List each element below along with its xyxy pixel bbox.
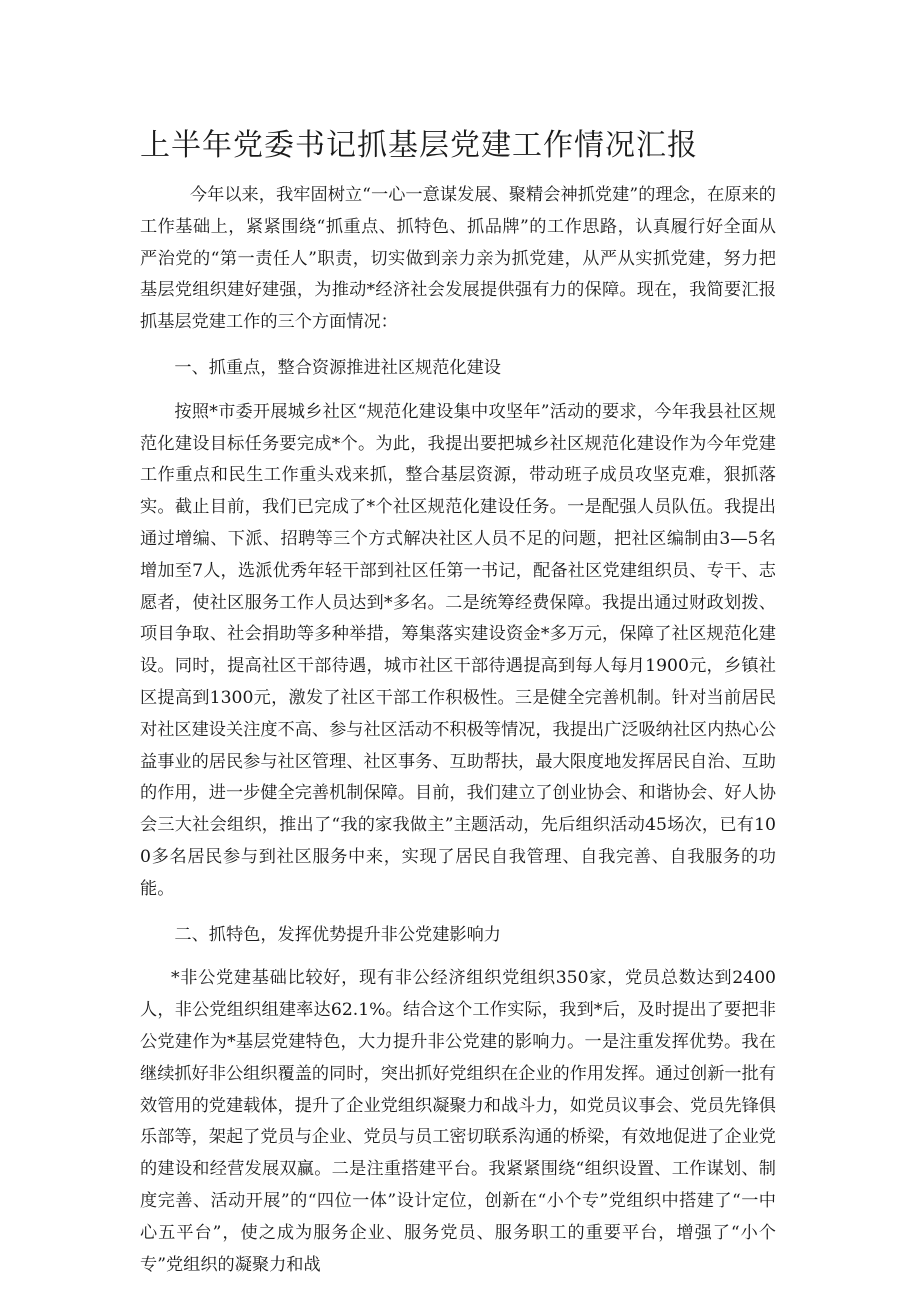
intro-paragraph: 今年以来，我牢固树立“一心一意谋发展、聚精会神抓党建”的理念，在原来的工作基础上，紧紧围绕“抓重点、抓特色、抓品牌”的工作思路，认真履行好全面从严治党的“第一责任人”职责，切实做到亲力亲为抓党建，从严从实抓党建，努力把基层党组织建好建强，为推动*经济社会发展提供强有力的保障。现在，我简要汇报抓基层党建工作的三个方面情况：	[140, 185, 776, 333]
section1-paragraph: 按照*市委开展城乡社区“规范化建设集中攻坚年”活动的要求，今年我县社区规范化建设目标任务要完成*个。为此，我提出要把城乡社区规范化建设作为今年党建工作重点和民生工作重头戏来抓，整合基层资源，带动班子成员攻坚克难，狠抓落实。截止目前，我们已完成了*个社区规范化建设任务。一是配强人员队伍。我提出通过增编、下派、招聘等三个方式解决社区人员不足的问题，把社区编制由3—5名增加至7人，选派优秀年轻干部到社区任第一书记，配备社区党建组织员、专干、志愿者，使社区服务工作人员达到*多名。二是统筹经费保障。我提出通过财政划拨、项目争取、社会捐助等多种举措，筹集落实建设资金*多万元，保障了社区规范化建设。同时，提高社区干部待遇，城市社区干部待遇提高到每人每月1900元，乡镇社区提高到1300元，激发了社区干部工作积极性。三是健全完善机制。针对当前居民对社区建设关注度不高、参与社区活动不积极等情况，我提出广泛吸纳社区内热心公益事业的居民参与社区管理、社区事务、互助帮扶，最大限度地发挥居民自治、互助的作用，进一步健全完善机制保障。目前，我们建立了创业协会、和谐协会、好人协会三大社会组织，推出了“我的家我做主”主题活动，先后组织活动45场次，已有100多名居民参与到社区服务中来，实现了居民自我管理、自我完善、自我服务的功能。	[140, 401, 776, 899]
document-title: 上半年党委书记抓基层党建工作情况汇报	[140, 128, 698, 163]
section2-paragraph: *非公党建基础比较好，现有非公经济组织党组织350家，党员总数达到2400人，非公党组织组建率达62.1%。结合这个工作实际，我到*后，及时提出了要把非公党建作为*基层党建特色，大力提升非公党建的影响力。一是注重发挥优势。我在继续抓好非公组织覆盖的同时，突出抓好党组织在企业的作用发挥。通过创新一批有效管用的党建载体，提升了企业党组织凝聚力和战斗力，如党员议事会、党员先锋俱乐部等，架起了党员与企业、党员与员工密切联系沟通的桥梁，有效地促进了企业党的建设和经营发展双赢。二是注重搭建平台。我紧紧围绕“组织设置、工作谋划、制度完善、活动开展”的“四位一体”设计定位，创新在“小个专”党组织中搭建了“一中心五平台”，使之成为服务企业、服务党员、服务职工的重要平台，增强了“小个专”党组织的凝聚力和战	[140, 968, 776, 1275]
section2-heading: 二、抓特色，发挥优势提升非公党建影响力	[174, 924, 501, 945]
document-body	[140, 180, 776, 1281]
section1-heading: 一、抓重点，整合资源推进社区规范化建设	[174, 357, 501, 378]
